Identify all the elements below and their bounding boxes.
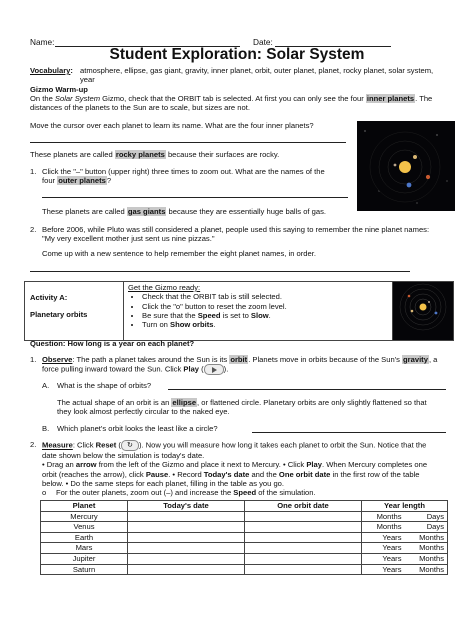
table-row [41,511,448,522]
question-inner-planets: Move the cursor over each planet to learn its name. What are the four inner planets? [30,121,314,130]
vocabulary-terms-2: year [80,75,95,84]
table-row [41,522,448,533]
planet-cell: Mars [41,543,128,554]
setup-steps [128,292,388,329]
year-length-unit1-cell[interactable]: Months [362,511,405,522]
q1-text-c: ? [106,176,112,186]
name-label: Name: [30,37,55,47]
col-one-orbit: One orbit date [245,501,362,512]
observe-text-b: . Planets move in orbits because of the Sun's [248,355,403,364]
q1-number: 1. [30,167,37,176]
planet-cell: Mercury [41,511,128,522]
observe-text-a: : The path a planet takes around the Sun is its [72,355,230,364]
today-date-cell[interactable] [128,522,245,533]
qb-text: Which planet's orbit looks the least like a circle? [57,424,218,433]
ellipse-text-a: The actual shape of an orbit is an [57,398,172,407]
term-ellipse: ellipse [172,398,197,407]
today-date-cell[interactable] [128,532,245,543]
measure-l3-c: . When Mercury completes one [321,460,428,470]
measure-text-c: ). Now you will measure how long it takes each planet to orbit the Sun. Notice that the [138,440,427,450]
year-length-unit1-cell[interactable]: Years [362,564,405,575]
observe-label: Observe [42,355,73,364]
observe-line2-a: force pulling inward toward the Sun. Click [42,364,184,374]
measure-l6-b: of the simulation. [256,488,316,497]
year-length-unit1-cell[interactable]: Years [362,553,405,564]
planet-cell: Jupiter [41,553,128,564]
warmup-gizmo-name: Solar System [54,94,101,103]
table-header-row [41,501,448,512]
warmup-paragraph [30,94,450,113]
answer-line-outer-planets[interactable] [42,197,348,198]
step-speed-a: Be sure that the [142,310,198,320]
measure-line2: date shown below the simulation is today's date. [42,451,205,460]
warmup-text-a: On the [30,94,55,103]
warmup-text-line2: distances of the planets to the Sun are to scale, but sizes are not. [30,103,250,113]
q2-number: 2. [30,225,37,234]
year-length-unit2-cell[interactable]: Months [405,543,448,554]
measure-l6-a: For the outer planets, zoom out (–) and increase the [56,488,234,497]
planet-orbits-image [393,282,453,332]
get-ready-heading: Get the Gizmo ready: [128,283,201,292]
step-reset-zoom: • Click the "o" button to reset the zoom level. [142,302,388,311]
table-body [41,511,448,575]
step-show-orbits-label: Show orbits [170,320,214,329]
year-length-unit2-cell[interactable]: Months [405,564,448,575]
table-row [41,543,448,554]
q1-text-b: four [42,176,58,186]
reset-label: Reset [95,440,117,450]
measure-l4-c: and the [249,469,279,479]
step-show-orbits: • Turn on Show orbits. [142,320,388,329]
play-label: Play [183,364,200,374]
year-length-unit1-cell[interactable]: Years [362,543,405,554]
term-gravity: gravity [403,355,428,364]
term-orbit: orbit [230,355,248,364]
observe-line2-c: ). [223,364,229,374]
qa-letter: A. [42,381,50,390]
q2-text [42,225,462,244]
vocabulary-terms: atmosphere, ellipse, gas giant, gravity, inner planet, orbit, outer planet, planet, rocky planet, solar system, [80,66,434,75]
year-length-unit2-cell[interactable]: Days [405,511,448,522]
table-row [41,564,448,575]
q2-text-a: Before 2006, while Pluto was still considered a planet, people used this saying to remember the nine planet names: [42,225,430,234]
activity-instructions-cell [124,282,393,341]
q2-mnemonic: "My very excellent mother just sent us nine pizzas." [42,234,215,244]
today-date-cell[interactable] [128,543,245,554]
one-orbit-date-cell[interactable] [245,543,362,554]
col-today: Today's date [128,501,245,512]
one-orbit-date-cell[interactable] [245,564,362,575]
gas-text-b: because they are essentially huge balls of gas. [166,207,326,216]
term-outer-planets: outer planets [58,176,106,186]
q2-prompt: Come up with a new sentence to help remember the eight planet names, in order. [42,249,316,258]
inner-solar-system-image [357,121,455,211]
rocky-planets-text [30,150,279,159]
measure-l6 [56,488,316,497]
step-speed-mid: is set to [220,310,251,320]
measure-speed: Speed [233,488,257,497]
step-speed-word: Speed [197,310,221,320]
measure-play: Play [306,460,322,470]
today-date-cell[interactable] [128,553,245,564]
warmup-text-b: Gizmo, check that the ORBIT tab is selected. At first you can only see the four [100,94,366,103]
measure-l4-a: orbit (reaches the arrow), click [42,469,146,479]
rocky-text-a: These planets are called [30,150,115,159]
term-rocky-planets: rocky planets [115,150,165,159]
year-length-unit1-cell[interactable]: Years [362,532,405,543]
measure-arrow: arrow [75,460,97,470]
measure-today: Today's date [203,469,250,479]
play-icon [204,364,224,375]
planet-cell: Saturn [41,564,128,575]
observe-number: 1. [30,355,37,364]
year-length-unit2-cell[interactable]: Days [405,522,448,533]
term-inner-planets: inner planets [366,94,415,103]
gas-giants-text [42,207,326,216]
measure-text-a: : Click [72,440,96,450]
step-speed-value: Slow [250,310,269,320]
solar-system-graphic [357,121,455,211]
ellipse-explanation [57,398,457,417]
ellipse-text-b: , or flattened circle. Planetary orbits are only slightly flattened so that [197,398,427,407]
warmup-text-c: . The [415,94,433,103]
today-date-cell[interactable] [128,564,245,575]
step-speed: • Be sure that the Speed is set to Slow. [142,311,388,320]
gas-text-a: These planets are called [42,207,127,216]
one-orbit-date-cell[interactable] [245,532,362,543]
table-row [41,532,448,543]
q1-text-a: Click the "–" button (upper right) three times to zoom out. What are the names of the [42,167,325,176]
measure-l3-b: from the left of the Gizmo and place it next to Mercury. • Click [96,460,307,470]
answer-line-mnemonic[interactable] [30,271,410,272]
ellipse-text-line2: they look almost perfectly circular to the naked eye. [57,407,230,417]
planet-cell: Venus [41,522,128,533]
qa-text: What is the shape of orbits? [57,381,152,390]
measure-one-orbit: One orbit date [278,469,331,479]
answer-line-least-circular[interactable] [252,432,446,433]
year-length-table [40,500,448,575]
table-row [41,553,448,564]
col-planet: Planet [41,501,128,512]
measure-text-b: ( [116,440,121,450]
date-label: Date: [253,37,273,47]
measure-bullet: o [42,488,47,497]
measure-pause: Pause [145,469,169,479]
page-title: Student Exploration: Solar System [109,46,365,63]
reset-icon: ↻ [121,440,139,451]
step-check-orbit: • Check that the ORBIT tab is still selected. [142,292,388,301]
one-orbit-date-cell[interactable] [245,511,362,522]
activity-image-cell [393,282,454,341]
year-length-unit1-cell[interactable]: Months [362,522,405,533]
observe-line2-b: ( [199,364,204,374]
measure-number: 2. [30,440,37,449]
vocabulary-label: Vocabulary [30,66,71,75]
measure-text [42,440,462,488]
planet-cell: Earth [41,532,128,543]
measure-l4-d: in the first row of the table [330,469,420,479]
col-year-length: Year length [362,501,448,512]
measure-l3-a: • Drag an [42,460,76,470]
observe-text [42,355,462,375]
answer-line-orbit-shape[interactable] [168,389,446,390]
one-orbit-date-cell[interactable] [245,522,362,533]
step-turn-on: Turn on [142,320,170,329]
year-length-unit2-cell[interactable]: Months [405,553,448,564]
measure-label: Measure [42,440,73,450]
measure-l5: below. • Do the same steps for each planet, filling in the table as you go. [42,478,285,488]
answer-line-inner-planets[interactable] [30,142,346,143]
question-heading: Question: How long is a year on each planet? [30,339,195,348]
today-date-cell[interactable] [128,511,245,522]
term-gas-giants: gas giants [127,207,166,216]
measure-l4-b: . • Record [168,469,204,479]
qb-letter: B. [42,424,50,433]
one-orbit-date-cell[interactable] [245,553,362,564]
warmup-heading: Gizmo Warm-up [30,85,88,94]
year-length-unit2-cell[interactable]: Months [405,532,448,543]
vocabulary-colon: : [70,66,73,75]
q1-text [42,167,342,186]
activity-label: Activity A: [30,293,68,302]
rocky-text-b: because their surfaces are rocky. [165,150,280,159]
activity-sublabel: Planetary orbits [30,310,88,320]
observe-text-c: , a [428,355,438,364]
activity-box [24,281,454,341]
activity-label-cell [25,282,124,341]
